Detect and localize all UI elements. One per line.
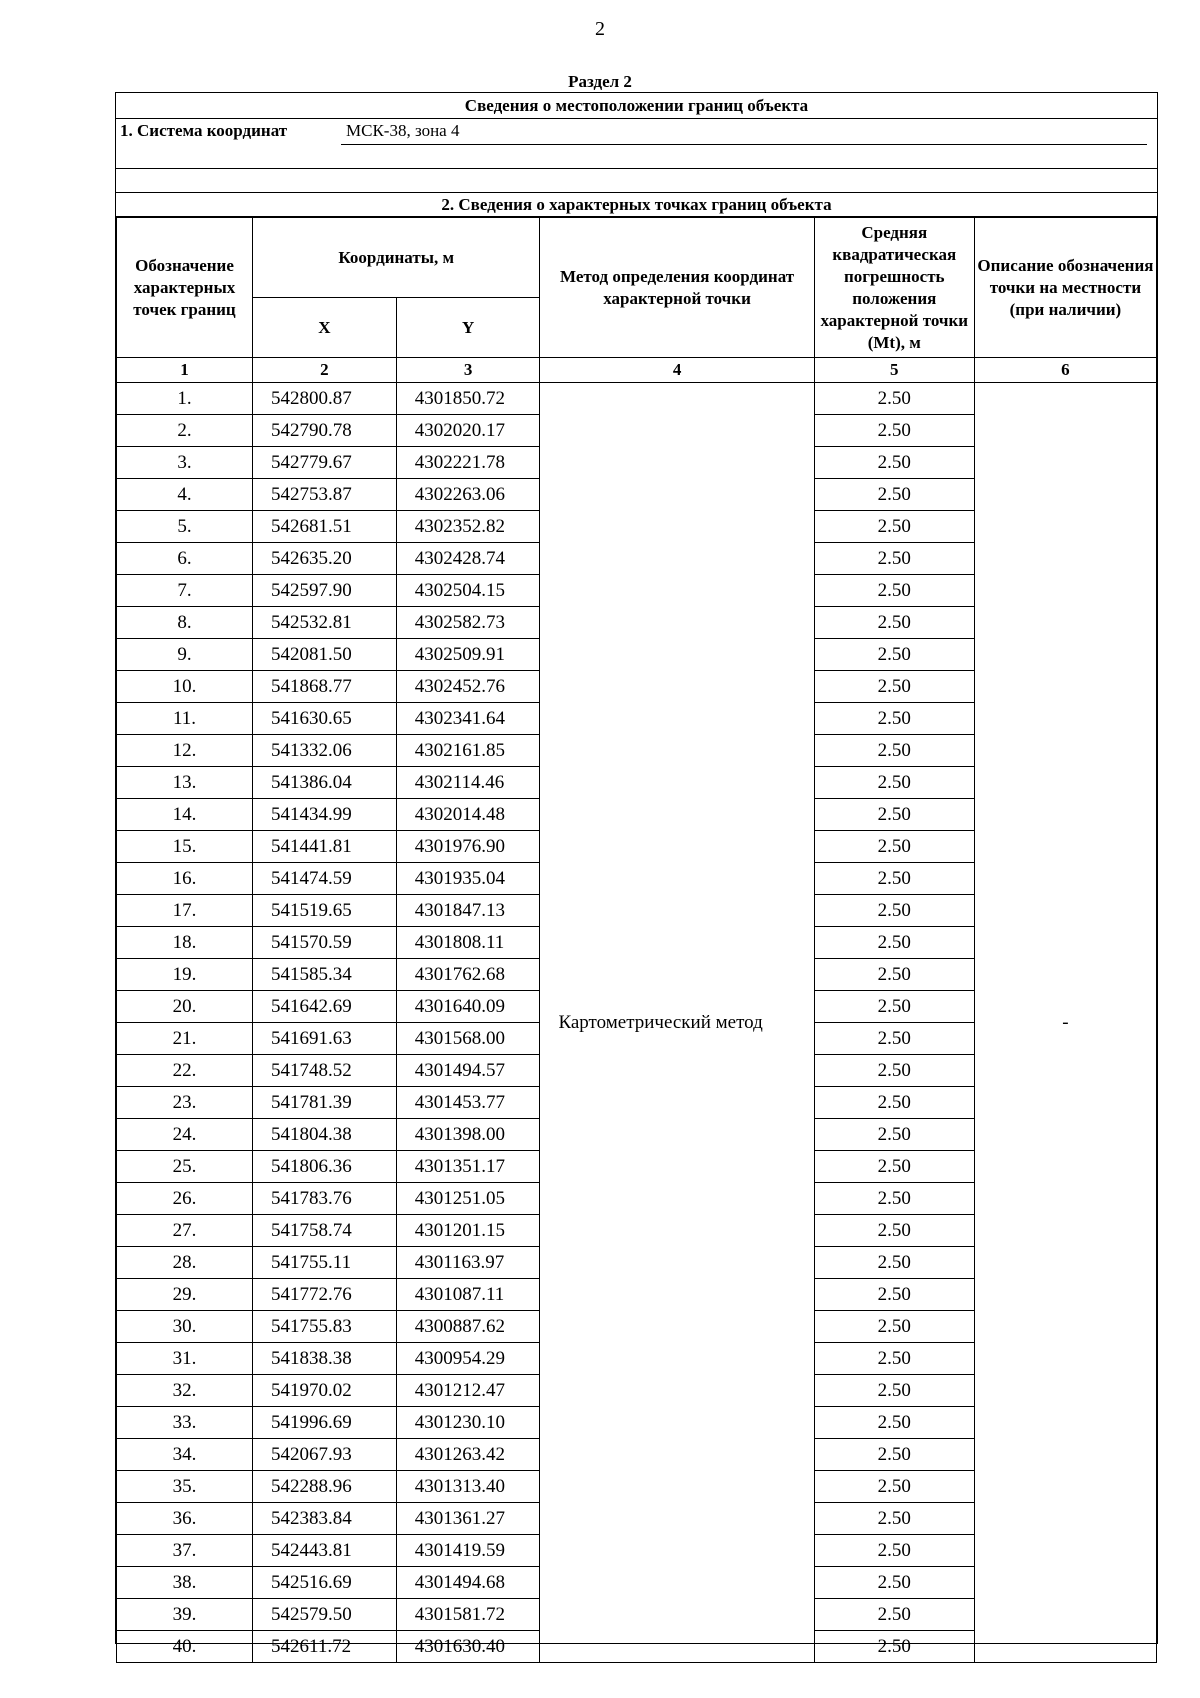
point-number: 14.: [117, 799, 253, 831]
accuracy-value: 2.50: [814, 1471, 974, 1503]
col-number: 5: [814, 358, 974, 383]
accuracy-value: 2.50: [814, 1087, 974, 1119]
accuracy-value: 2.50: [814, 1279, 974, 1311]
point-number: 38.: [117, 1567, 253, 1599]
coord-x: 541386.04: [253, 767, 397, 799]
points-table-body: [117, 383, 1157, 1663]
coord-x: 542790.78: [253, 415, 397, 447]
page-number: 2: [595, 18, 605, 40]
point-number: 5.: [117, 511, 253, 543]
method-cell: Картометрический метод: [540, 383, 814, 1663]
coord-y: 4301163.97: [396, 1247, 540, 1279]
coord-x: 541748.52: [253, 1055, 397, 1087]
point-number: 10.: [117, 671, 253, 703]
accuracy-value: 2.50: [814, 1631, 974, 1663]
point-number: 39.: [117, 1599, 253, 1631]
point-number: 1.: [117, 383, 253, 415]
coord-y: 4302221.78: [396, 447, 540, 479]
coord-x: 541642.69: [253, 991, 397, 1023]
coord-y: 4301230.10: [396, 1407, 540, 1439]
description-cell: -: [974, 383, 1156, 1663]
coord-x: 541434.99: [253, 799, 397, 831]
accuracy-value: 2.50: [814, 895, 974, 927]
coord-y: 4301361.27: [396, 1503, 540, 1535]
coord-x: 541772.76: [253, 1279, 397, 1311]
coord-y: 4301935.04: [396, 863, 540, 895]
coord-y: 4302504.15: [396, 575, 540, 607]
accuracy-value: 2.50: [814, 1215, 974, 1247]
point-number: 31.: [117, 1343, 253, 1375]
coord-y: 4301398.00: [396, 1119, 540, 1151]
accuracy-value: 2.50: [814, 1023, 974, 1055]
accuracy-value: 2.50: [814, 543, 974, 575]
point-number: 30.: [117, 1311, 253, 1343]
coord-y: 4302341.64: [396, 703, 540, 735]
point-number: 15.: [117, 831, 253, 863]
point-number: 40.: [117, 1631, 253, 1663]
point-number: 12.: [117, 735, 253, 767]
point-number: 22.: [117, 1055, 253, 1087]
coord-x: 542800.87: [253, 383, 397, 415]
header-designation: Обозначение характерных точек границ: [117, 218, 253, 358]
point-number: 34.: [117, 1439, 253, 1471]
accuracy-value: 2.50: [814, 575, 974, 607]
point-number: 29.: [117, 1279, 253, 1311]
points-table: [116, 217, 1157, 1663]
coord-y: 4301251.05: [396, 1183, 540, 1215]
coord-x: 541630.65: [253, 703, 397, 735]
col-number: 2: [253, 358, 397, 383]
accuracy-value: 2.50: [814, 1183, 974, 1215]
accuracy-value: 2.50: [814, 991, 974, 1023]
coord-x: 541585.34: [253, 959, 397, 991]
accuracy-value: 2.50: [814, 767, 974, 799]
accuracy-value: 2.50: [814, 447, 974, 479]
accuracy-value: 2.50: [814, 639, 974, 671]
coord-y: 4301351.17: [396, 1151, 540, 1183]
accuracy-value: 2.50: [814, 1343, 974, 1375]
coord-x: 542067.93: [253, 1439, 397, 1471]
accuracy-value: 2.50: [814, 1535, 974, 1567]
point-number: 16.: [117, 863, 253, 895]
coord-x: 541781.39: [253, 1087, 397, 1119]
spacer-band: [116, 169, 1157, 193]
coord-x: 542579.50: [253, 1599, 397, 1631]
header-method: Метод определения координат характерной точки: [540, 218, 814, 358]
point-number: 19.: [117, 959, 253, 991]
coord-system-label: 1. Система координат: [120, 121, 288, 140]
coord-x: 542081.50: [253, 639, 397, 671]
coord-x: 542753.87: [253, 479, 397, 511]
coord-x: 541996.69: [253, 1407, 397, 1439]
accuracy-value: 2.50: [814, 671, 974, 703]
coord-y: 4301494.68: [396, 1567, 540, 1599]
table-row: [117, 383, 1157, 415]
point-number: 27.: [117, 1215, 253, 1247]
coord-y: 4302263.06: [396, 479, 540, 511]
coord-y: 4301850.72: [396, 383, 540, 415]
point-number: 13.: [117, 767, 253, 799]
coord-y: 4301263.42: [396, 1439, 540, 1471]
coord-y: 4301494.57: [396, 1055, 540, 1087]
point-number: 4.: [117, 479, 253, 511]
coord-x: 541838.38: [253, 1343, 397, 1375]
coord-y: 4302452.76: [396, 671, 540, 703]
coord-x: 542635.20: [253, 543, 397, 575]
coord-x: 541806.36: [253, 1151, 397, 1183]
col-number: 1: [117, 358, 253, 383]
coord-x: 541804.38: [253, 1119, 397, 1151]
accuracy-value: 2.50: [814, 1599, 974, 1631]
coord-x: 541332.06: [253, 735, 397, 767]
coord-y: 4301808.11: [396, 927, 540, 959]
coord-y: 4301201.15: [396, 1215, 540, 1247]
coord-y: 4301976.90: [396, 831, 540, 863]
coord-x: 542611.72: [253, 1631, 397, 1663]
coord-x: 542383.84: [253, 1503, 397, 1535]
col-number: 6: [974, 358, 1156, 383]
point-number: 32.: [117, 1375, 253, 1407]
accuracy-value: 2.50: [814, 735, 974, 767]
coord-x: 541755.11: [253, 1247, 397, 1279]
accuracy-value: 2.50: [814, 1567, 974, 1599]
coord-y: 4302509.91: [396, 639, 540, 671]
coord-x: 541474.59: [253, 863, 397, 895]
coord-x: 541570.59: [253, 927, 397, 959]
coord-x: 542443.81: [253, 1535, 397, 1567]
coord-y: 4301212.47: [396, 1375, 540, 1407]
coord-x: 542532.81: [253, 607, 397, 639]
accuracy-value: 2.50: [814, 383, 974, 415]
coord-x: 542779.67: [253, 447, 397, 479]
point-number: 37.: [117, 1535, 253, 1567]
coord-y: 4301313.40: [396, 1471, 540, 1503]
point-number: 11.: [117, 703, 253, 735]
header-coordinates: Координаты, м: [253, 218, 540, 298]
point-number: 8.: [117, 607, 253, 639]
point-number: 21.: [117, 1023, 253, 1055]
point-number: 7.: [117, 575, 253, 607]
accuracy-value: 2.50: [814, 607, 974, 639]
coord-x: 541758.74: [253, 1215, 397, 1247]
coord-x: 541755.83: [253, 1311, 397, 1343]
accuracy-value: 2.50: [814, 511, 974, 543]
accuracy-value: 2.50: [814, 479, 974, 511]
point-number: 6.: [117, 543, 253, 575]
coord-x: 541783.76: [253, 1183, 397, 1215]
coord-x: 541441.81: [253, 831, 397, 863]
coord-y: 4301640.09: [396, 991, 540, 1023]
coord-x: 542288.96: [253, 1471, 397, 1503]
coord-y: 4301847.13: [396, 895, 540, 927]
point-number: 3.: [117, 447, 253, 479]
accuracy-value: 2.50: [814, 1375, 974, 1407]
point-number: 26.: [117, 1183, 253, 1215]
coord-system-value: МСК-38, зона 4: [346, 121, 460, 140]
coord-x: 542681.51: [253, 511, 397, 543]
header-accuracy: Средняя квадратическая погрешность положения характерной точки (Mt), м: [814, 218, 974, 358]
accuracy-value: 2.50: [814, 831, 974, 863]
accuracy-value: 2.50: [814, 1407, 974, 1439]
coord-y: 4301568.00: [396, 1023, 540, 1055]
point-number: 24.: [117, 1119, 253, 1151]
point-number: 2.: [117, 415, 253, 447]
point-number: 18.: [117, 927, 253, 959]
coord-y: 4302020.17: [396, 415, 540, 447]
coord-x: 542597.90: [253, 575, 397, 607]
accuracy-value: 2.50: [814, 959, 974, 991]
point-number: 36.: [117, 1503, 253, 1535]
accuracy-value: 2.50: [814, 927, 974, 959]
section-title: Раздел 2: [568, 72, 632, 91]
accuracy-value: 2.50: [814, 863, 974, 895]
accuracy-value: 2.50: [814, 415, 974, 447]
point-number: 35.: [117, 1471, 253, 1503]
coord-y: 4301762.68: [396, 959, 540, 991]
col-number: 4: [540, 358, 814, 383]
accuracy-value: 2.50: [814, 1503, 974, 1535]
accuracy-value: 2.50: [814, 1439, 974, 1471]
coord-x: 541519.65: [253, 895, 397, 927]
coord-y: 4302582.73: [396, 607, 540, 639]
point-number: 9.: [117, 639, 253, 671]
coord-y: 4302161.85: [396, 735, 540, 767]
coord-x: 542516.69: [253, 1567, 397, 1599]
header-description: Описание обозначения точки на местности (при наличии): [974, 218, 1156, 358]
accuracy-value: 2.50: [814, 799, 974, 831]
accuracy-value: 2.50: [814, 1311, 974, 1343]
accuracy-value: 2.50: [814, 703, 974, 735]
coord-x: 541691.63: [253, 1023, 397, 1055]
point-number: 17.: [117, 895, 253, 927]
accuracy-value: 2.50: [814, 1055, 974, 1087]
accuracy-value: 2.50: [814, 1151, 974, 1183]
coord-y: 4301419.59: [396, 1535, 540, 1567]
point-number: 23.: [117, 1087, 253, 1119]
header-x: X: [253, 298, 397, 358]
points-title: 2. Сведения о характерных точках границ объекта: [116, 193, 1157, 217]
point-number: 33.: [117, 1407, 253, 1439]
point-number: 28.: [117, 1247, 253, 1279]
coord-y: 4302014.48: [396, 799, 540, 831]
coord-system-row: [116, 119, 1157, 169]
accuracy-value: 2.50: [814, 1119, 974, 1151]
band-title: Сведения о местоположении границ объекта: [116, 93, 1157, 119]
coord-x: 541970.02: [253, 1375, 397, 1407]
coord-y: 4302428.74: [396, 543, 540, 575]
accuracy-value: 2.50: [814, 1247, 974, 1279]
coord-y: 4300887.62: [396, 1311, 540, 1343]
coord-x: 541868.77: [253, 671, 397, 703]
document-frame: [115, 92, 1158, 1657]
header-y: Y: [396, 298, 540, 358]
coord-y: 4301581.72: [396, 1599, 540, 1631]
coord-underline: [341, 144, 1147, 145]
coord-y: 4301630.40: [396, 1631, 540, 1663]
coord-y: 4301453.77: [396, 1087, 540, 1119]
coord-y: 4301087.11: [396, 1279, 540, 1311]
coord-y: 4302114.46: [396, 767, 540, 799]
point-number: 25.: [117, 1151, 253, 1183]
coord-y: 4302352.82: [396, 511, 540, 543]
point-number: 20.: [117, 991, 253, 1023]
coord-y: 4300954.29: [396, 1343, 540, 1375]
col-number: 3: [396, 358, 540, 383]
